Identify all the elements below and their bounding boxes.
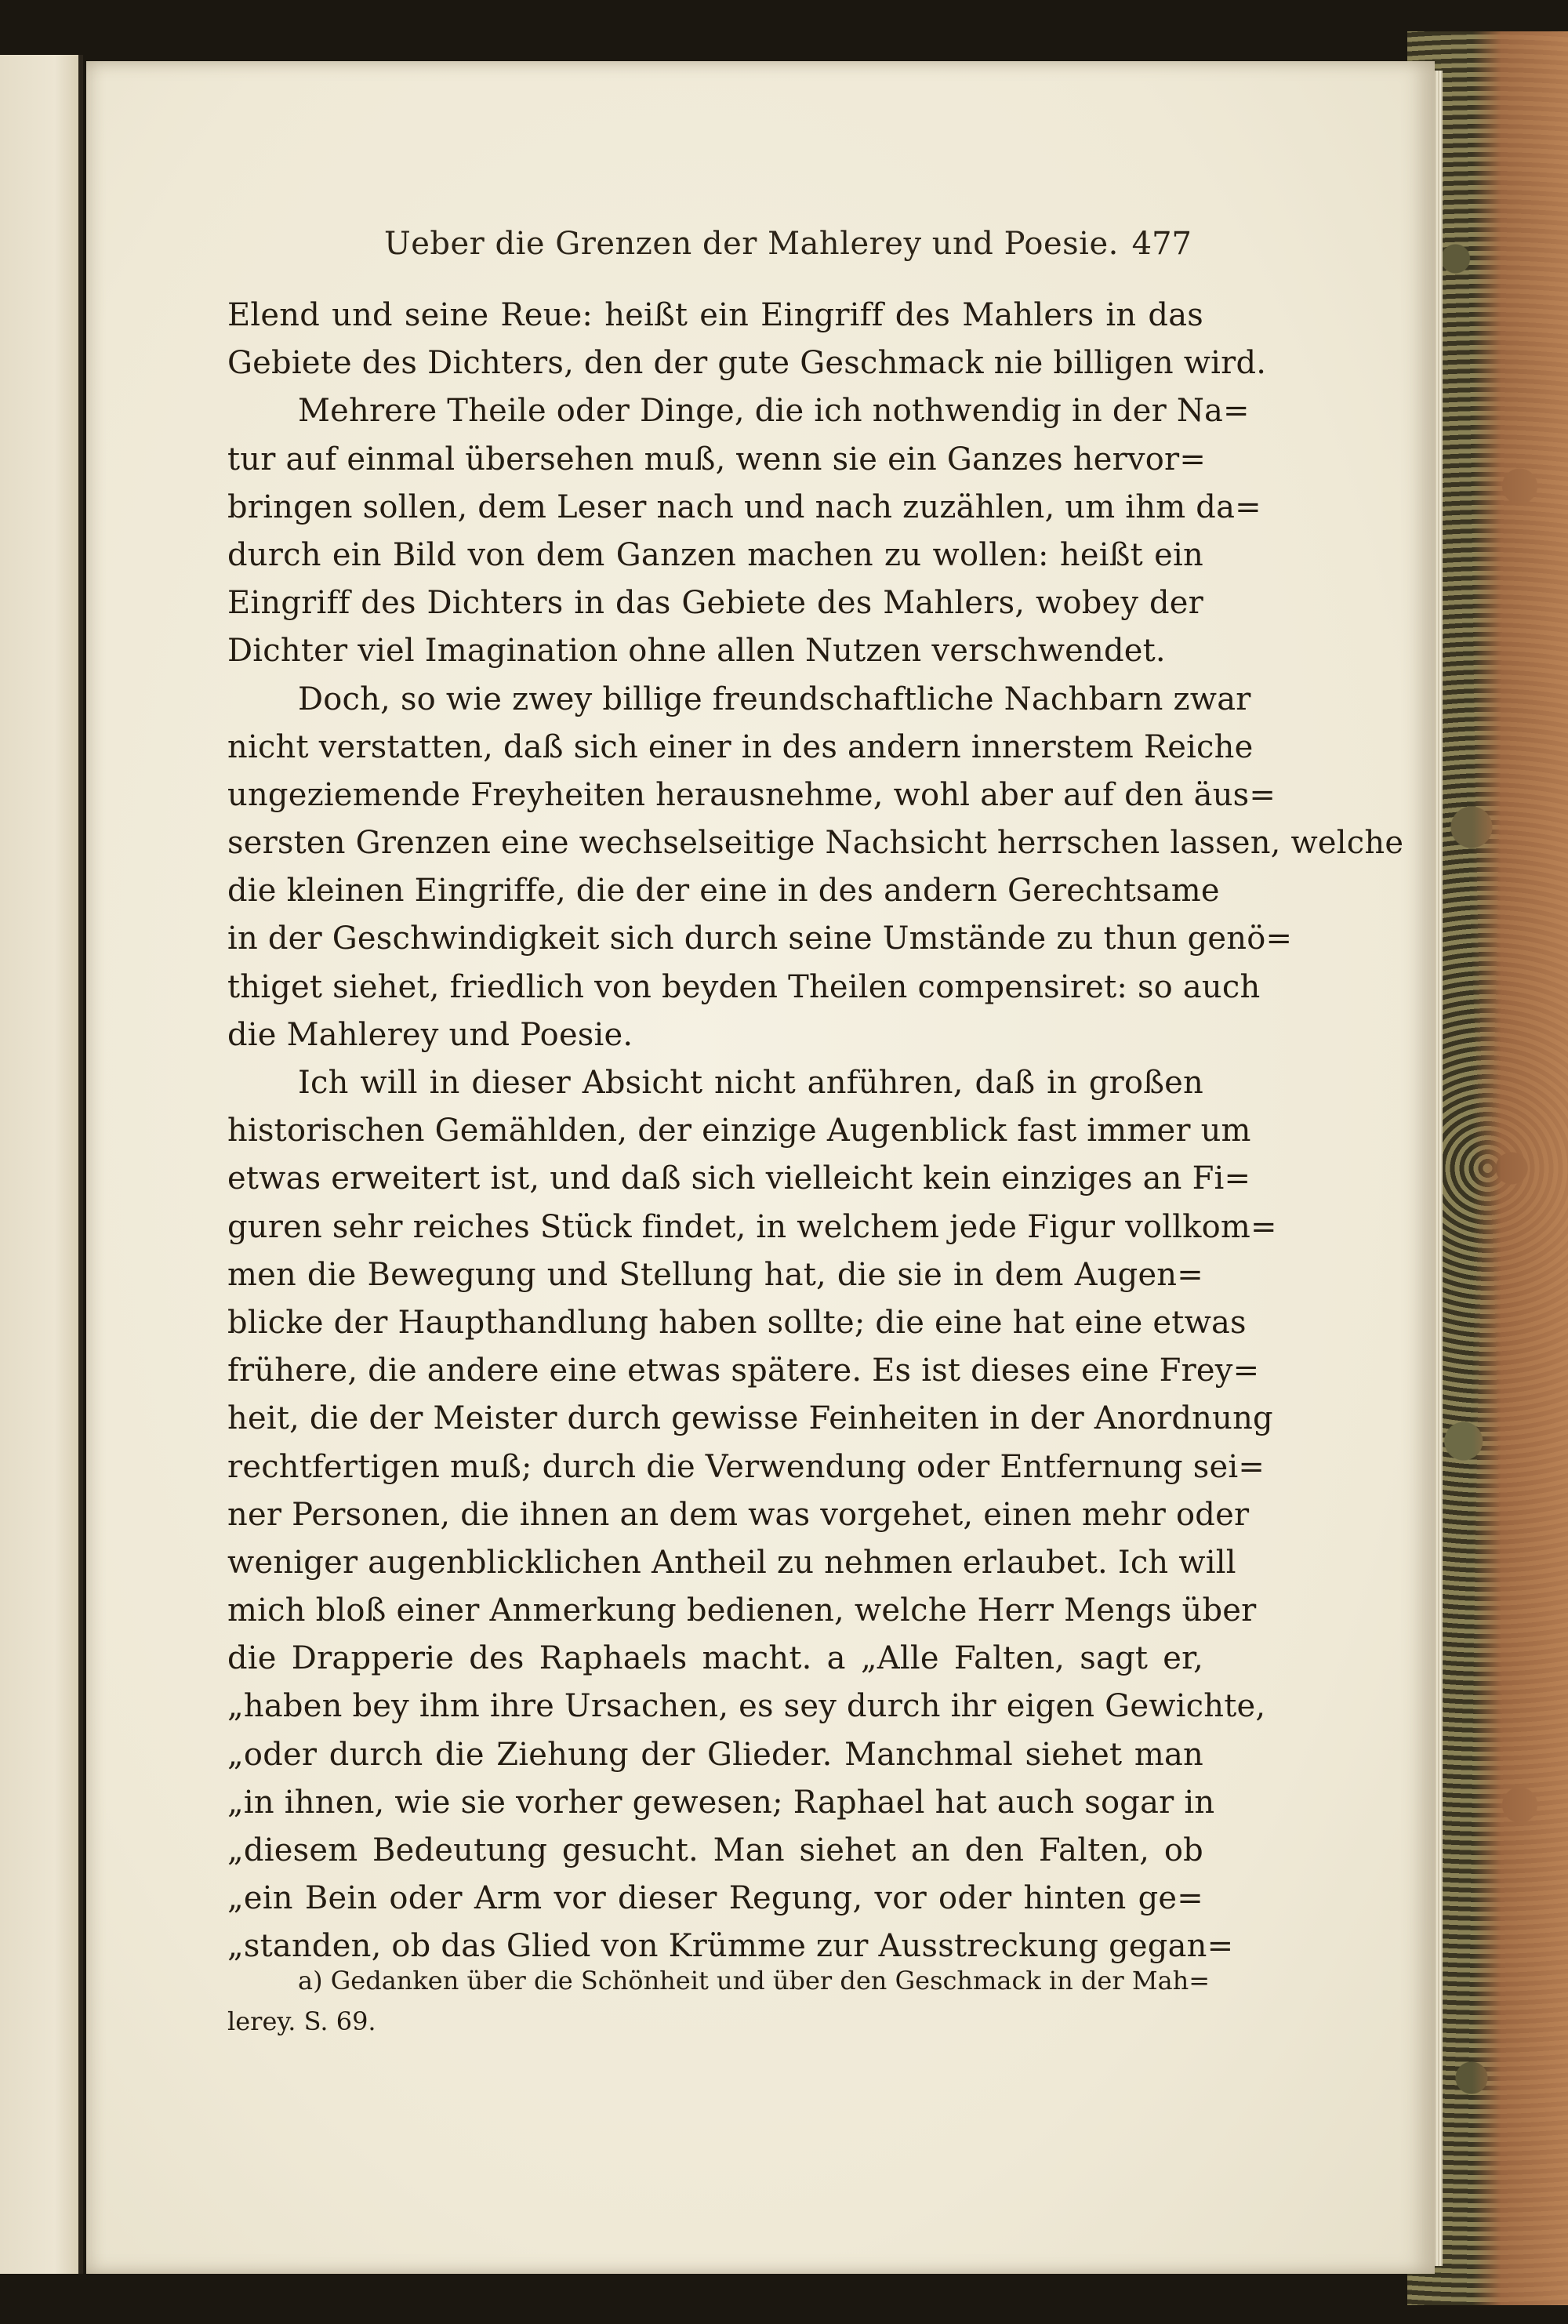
text-line: Doch, so wie zwey billige freundschaftliche Nachbarn zwar <box>298 681 1251 717</box>
text-line: guren sehr reiches Stück findet, in welchem jede Figur vollkom= <box>227 1208 1277 1245</box>
text-line: „in ihnen, wie sie vorher gewesen; Raphael hat auch sogar in <box>227 1784 1215 1821</box>
text-line: Dichter viel Imagination ohne allen Nutzen verschwendet. <box>227 633 1166 670</box>
text-line: ner Personen, die ihnen an dem was vorgehet, einen mehr oder <box>227 1496 1250 1533</box>
text-line: mich bloß einer Anmerkung bedienen, welche Herr Mengs über <box>227 1592 1257 1629</box>
text-line: die kleinen Eingriffe, die der eine in des andern Gerechtsame <box>227 873 1220 910</box>
text-line: die Drapperie des Raphaels macht. a „Alle Falten, sagt er, <box>227 1640 1203 1677</box>
text-line: die Mahlerey und Poesie. <box>227 1016 633 1053</box>
text-line: Elend und seine Reue: heißt ein Eingriff des Mahlers in das <box>227 297 1203 333</box>
cover-leather-edge <box>1472 31 1568 2305</box>
body-text <box>227 292 1404 1971</box>
text-line: historischen Gemählden, der einzige Augenblick fast immer um <box>227 1113 1251 1149</box>
text-line: „oder durch die Ziehung der Glieder. Manchmal siehet man <box>227 1736 1203 1773</box>
text-line: Gebiete des Dichters, den der gute Geschmack nie billigen wird. <box>227 345 1267 382</box>
text-line: „standen, ob das Glied von Krümme zur Ausstreckung gegan= <box>227 1928 1234 1965</box>
text-line: tur auf einmal übersehen muß, wenn sie ein Ganzes hervor= <box>227 441 1207 478</box>
text-line: sersten Grenzen eine wechselseitige Nachsicht herrschen lassen, welche <box>227 825 1404 862</box>
text-line: durch ein Bild von dem Ganzen machen zu wollen: heißt ein <box>227 536 1203 573</box>
text-line: „ein Bein oder Arm vor dieser Regung, vor oder hinten ge= <box>227 1880 1203 1917</box>
text-line: blicke der Haupthandlung haben sollte; die eine hat eine etwas <box>227 1304 1247 1341</box>
text-line: Mehrere Theile oder Dinge, die ich nothwendig in der Na= <box>298 393 1250 430</box>
page-number: 477 <box>1131 226 1192 262</box>
text-line: rechtfertigen muß; durch die Verwendung oder Entfernung sei= <box>227 1448 1265 1485</box>
text-line: in der Geschwindigkeit sich durch seine Umstände zu thun genö= <box>227 921 1293 957</box>
text-line: „haben bey ihm ihre Ursachen, es sey durch ihr eigen Gewichte, <box>227 1688 1266 1725</box>
text-line: ungeziemende Freyheiten herausnehme, wohl aber auf den äus= <box>227 776 1276 813</box>
text-line: Eingriff des Dichters in das Gebiete des Mahlers, wobey der <box>227 585 1203 622</box>
text-line: „diesem Bedeutung gesucht. Man siehet an den Falten, ob <box>227 1832 1203 1868</box>
text-line: frühere, die andere eine etwas spätere. Es ist dieses eine Frey= <box>227 1353 1260 1389</box>
previous-page-edge <box>0 55 83 2274</box>
text-line: bringen sollen, dem Leser nach und nach zuzählen, um ihm da= <box>227 488 1261 525</box>
page-header <box>384 226 1192 265</box>
text-line: men die Bewegung und Stellung hat, die sie in dem Augen= <box>227 1256 1203 1293</box>
running-title: Ueber die Grenzen der Mahlerey und Poesie. <box>384 226 1119 262</box>
text-line: heit, die der Meister durch gewisse Feinheiten in der Anordnung <box>227 1400 1273 1437</box>
text-line: Ich will in dieser Absicht nicht anführen, daß in großen <box>298 1065 1203 1101</box>
footnote <box>227 1960 1210 2042</box>
text-line: etwas erweitert ist, und daß sich vielleicht kein einziges an Fi= <box>227 1160 1251 1197</box>
text-line: weniger augenblicklichen Antheil zu nehmen erlaubet. Ich will <box>227 1544 1236 1581</box>
footnote-line: lerey. S. 69. <box>227 2006 376 2036</box>
text-line: thiget siehet, friedlich von beyden Theilen compensiret: so auch <box>227 968 1261 1005</box>
footnote-line: a) Gedanken über die Schönheit und über den Geschmack in der Mah= <box>298 1966 1210 1995</box>
text-line: nicht verstatten, daß sich einer in des andern innerstem Reiche <box>227 728 1254 765</box>
